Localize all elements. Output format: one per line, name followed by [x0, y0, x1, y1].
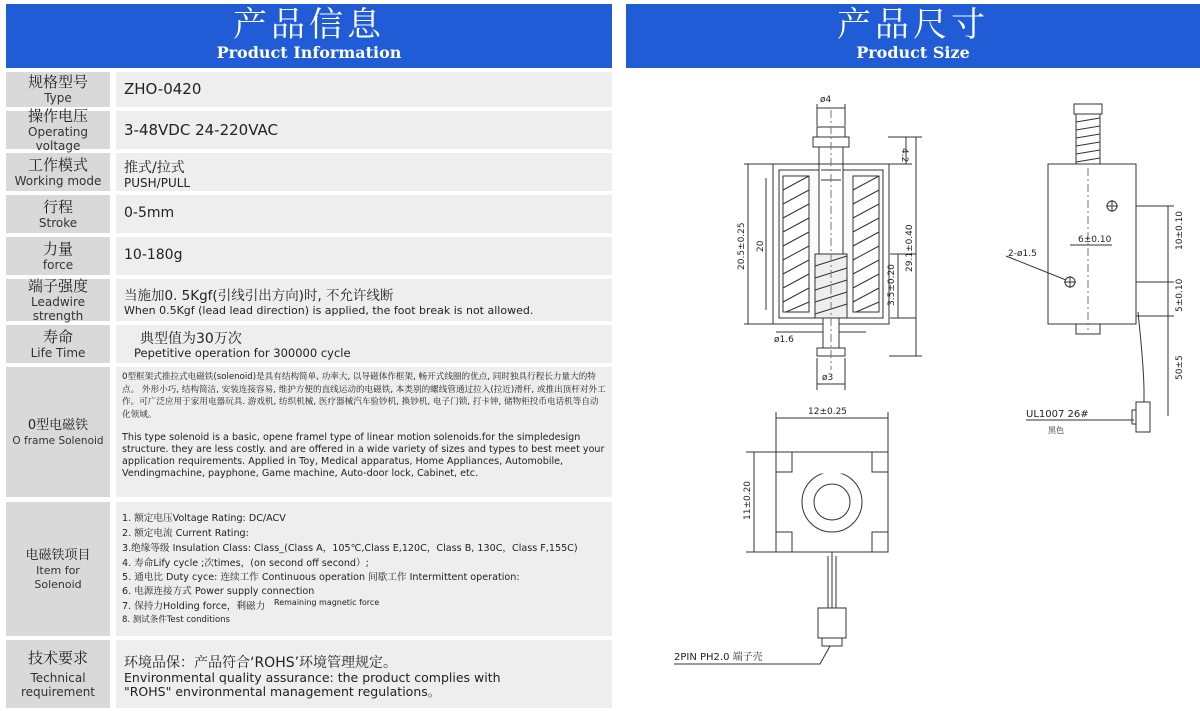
dim-20-5: 20.5±0.25	[737, 222, 747, 270]
dim-11: 11±0.20	[743, 480, 753, 520]
row-value	[116, 367, 612, 497]
banner-title-zh: 产品信息	[233, 5, 385, 45]
row-stroke	[6, 195, 612, 233]
row-value	[116, 640, 612, 708]
row-value	[116, 195, 612, 233]
dim-5: 5±0.10	[1175, 278, 1185, 312]
technical-value-en: Environmental quality assurance: the product complies with "ROHS" environmental management regulations。	[124, 670, 501, 699]
product-size-banner	[626, 4, 1200, 68]
wire-label: UL1007 26#	[1026, 409, 1089, 420]
solenoid-description-zh: 0型框架式推拉式电磁铁(solenoid)是具有结构简单, 功率大, 以导磁体作框架, 畅开式线圈的优点, 同时独具行程长力量大的特点。 外形小巧, 结构简洁, 安装连接容易, 维护方便的直线运动的电磁铁, 本类别的螺线管通过拉入(拉近)滑杆, 或推出顶杆对外工作。可广泛应用于家用电器玩具. 游戏机, 纺织机械, 医疗器械汽车验钞机, 换钞机, 电子门锁, 打卡钟, 储物柜投币电话机等自动化领域。	[122, 372, 606, 420]
technical-value-zh: 环境品保：产品符合‘ROHS’环境管理规定。	[124, 655, 398, 671]
label-zh: 0型电磁铁	[27, 417, 89, 433]
row-o-frame-solenoid	[6, 367, 612, 497]
dim-12: 12±0.25	[808, 407, 848, 417]
label-en: force	[42, 257, 74, 272]
list-item: 2. 额定电流 Current Rating:	[122, 528, 249, 539]
dim-3-5: 3.5±0.20	[887, 264, 897, 306]
label-zh: 规格型号	[27, 73, 88, 91]
label-zh: 电磁铁项目	[25, 547, 91, 563]
banner-title-en: Product Information	[216, 43, 402, 62]
top-view	[674, 407, 888, 664]
row-label	[6, 325, 110, 363]
label-zh: 力量	[42, 239, 73, 258]
dim-d1-6: ø1.6	[774, 335, 794, 345]
dim-10: 10±0.10	[1175, 210, 1185, 250]
row-leadwire-strength	[6, 276, 612, 323]
row-life-time	[6, 325, 612, 363]
label-zh: 寿命	[42, 327, 73, 346]
row-label	[6, 367, 110, 497]
type-value: ZHO-0420	[124, 80, 202, 98]
row-force	[6, 237, 612, 275]
front-section-view	[737, 95, 922, 390]
label-zh: 技术要求	[27, 648, 88, 667]
leadwire-value-en: When 0.5Kgf (lead lead direction) is applied, the foot break is not allowed.	[124, 304, 534, 317]
connector-label: 2PIN PH2.0 端子壳	[674, 652, 763, 663]
row-label	[6, 106, 110, 153]
row-label	[6, 502, 110, 636]
dim-50: 50±5	[1175, 355, 1185, 380]
remaining-magnetic-force-note: Remaining magnetic force	[274, 598, 380, 607]
row-type	[6, 72, 612, 107]
row-value	[116, 502, 612, 636]
dim-d3: ø3	[822, 373, 834, 383]
row-label	[6, 640, 110, 708]
voltage-value: 3-48VDC 24-220VAC	[124, 121, 278, 139]
product-size-panel	[626, 0, 1200, 711]
force-value: 10-180g	[124, 247, 183, 263]
row-value	[116, 111, 612, 149]
row-working-mode	[6, 153, 612, 191]
row-label	[6, 195, 110, 233]
dim-29-1: 29.1±0.40	[905, 224, 915, 272]
dimension-drawing	[626, 80, 1200, 711]
solenoid-description-en: This type solenoid is a basic, opene framel type of linear motion solenoids.for the simpledesign structure. they are less costly. and are offered in a wide variety of sizes and types to best meet your application requirements. Applied in Toy, Medical apparatus, Home Appliances, Automobile, Vendingmachine, payphone, Game machine, Auto-door lock, Cabinet, etc.	[122, 432, 605, 479]
row-value	[116, 325, 612, 363]
list-item: 1. 额定电压Voltage Rating: DC/ACV	[122, 513, 286, 524]
row-value	[116, 72, 612, 107]
working-mode-value-zh: 推式/拉式	[124, 160, 185, 176]
list-item: 8. 测试条件Test conditions	[122, 615, 230, 625]
list-item: 3.绝缘等级 Insulation Class: Class_(Class A，105℃,Class E,120C，Class B, 130C，Class F,155C)	[122, 543, 578, 554]
row-label	[6, 276, 110, 323]
life-value-zh: 典型值为30万次	[140, 331, 242, 347]
banner-title-zh: 产品尺寸	[837, 5, 989, 45]
banner-title-en: Product Size	[856, 43, 970, 62]
label-en: O frame Solenoid	[12, 434, 104, 447]
dim-d4: ø4	[820, 95, 832, 105]
list-item: 5. 通电比 Duty cyce: 连续工作 Continuous operation 间歇工作 Intermittent operation:	[122, 572, 520, 583]
working-mode-value-en: PUSH/PULL	[124, 176, 191, 190]
row-label	[6, 72, 110, 107]
dim-4-2: 4.2	[899, 148, 909, 163]
wire-color: 黑色	[1048, 426, 1064, 435]
product-information-banner	[6, 4, 612, 68]
label-en: Life Time	[30, 345, 86, 360]
label-zh: 工作模式	[27, 155, 88, 174]
list-item: 4. 寿命Lify cycle ;次times，(on second off second）;	[122, 558, 369, 569]
label-en: Operating voltage	[28, 124, 88, 153]
row-value	[116, 153, 612, 191]
row-label	[6, 153, 110, 191]
list-item: 7. 保持力Holding force，剩磁力	[122, 601, 266, 612]
label-zh: 行程	[42, 197, 73, 216]
row-value	[116, 279, 612, 321]
dim-holes: 2-ø1.5	[1008, 249, 1037, 259]
row-label	[6, 237, 110, 275]
row-operating-voltage	[6, 106, 612, 153]
label-en: Stroke	[38, 215, 78, 230]
row-item-for-solenoid	[6, 502, 612, 636]
label-en: Item for Solenoid	[34, 563, 82, 591]
row-value	[116, 237, 612, 275]
label-en: Type	[44, 91, 72, 105]
life-value-en: Pepetitive operation for 300000 cycle	[134, 346, 351, 360]
label-zh: 端子强度	[27, 276, 88, 295]
list-item: 6. 电源连接方式 Power supply connection	[122, 586, 315, 597]
dim-6: 6±0.10	[1078, 235, 1112, 245]
row-technical-requirement	[6, 640, 612, 708]
leadwire-value-zh: 当施加0. 5Kgf(引线引出方向)时, 不允许线断	[124, 288, 394, 304]
side-view	[1006, 104, 1185, 435]
label-en: Leadwire strength	[30, 294, 86, 323]
label-en: Working mode	[14, 173, 102, 188]
dim-20: 20	[756, 240, 766, 252]
label-en: Technical requirement	[20, 670, 96, 699]
stroke-value: 0-5mm	[124, 205, 175, 221]
label-zh: 操作电压	[27, 106, 88, 125]
